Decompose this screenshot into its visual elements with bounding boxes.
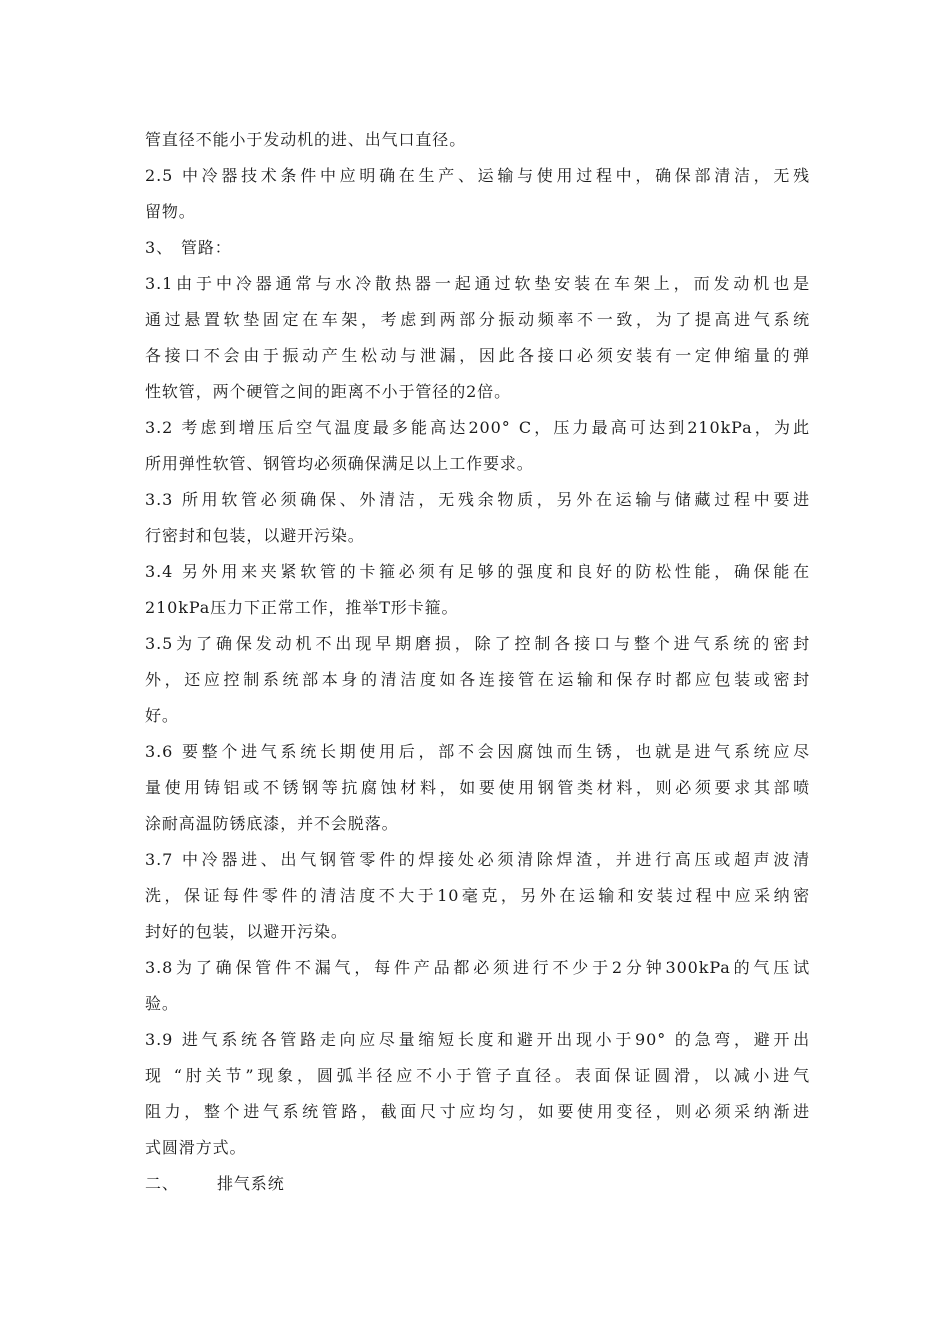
section-heading: 3、 管路： [145, 238, 232, 257]
text-line: 3.3 所用软管必须确保、外清洁，无残余物质，另外在运输与储藏过程中要进 [145, 490, 810, 509]
text-line: 洗，保证每件零件的清洁度不大于10毫克，另外在运输和安装过程中应采纳密 [145, 886, 810, 905]
chapter-number: 二、 [145, 1174, 179, 1193]
text-line: 好。 [145, 706, 179, 725]
text-line: 3.6 要整个进气系统长期使用后，部不会因腐蚀而生锈，也就是进气系统应尽 [145, 742, 810, 761]
text-line: 涂耐高温防锈底漆，并不会脱落。 [145, 814, 399, 833]
text-line: 2.5 中冷器技术条件中应明确在生产、运输与使用过程中，确保部清洁，无残 [145, 166, 810, 185]
chapter-title: 排气系统 [217, 1174, 285, 1193]
text-line: 210kPa压力下正常工作，推举T形卡箍。 [145, 598, 459, 617]
text-line: 3.7 中冷器进、出气钢管零件的焊接处必须清除焊渣，并进行高压或超声波清 [145, 850, 810, 869]
text-line: 行密封和包装，以避开污染。 [145, 526, 365, 545]
text-line: 3.2 考虑到增压后空气温度最多能高达200° C，压力最高可达到210kPa，为此 [145, 418, 810, 437]
text-line: 管直径不能小于发动机的进、出气口直径。 [145, 130, 467, 149]
text-line: 3.8为了确保管件不漏气，每件产品都必须进行不少于2分钟300kPa的气压试 [145, 958, 810, 977]
text-line: 3.4 另外用来夹紧软管的卡箍必须有足够的强度和良好的防松性能，确保能在 [145, 562, 810, 581]
text-line: 3.5为了确保发动机不出现早期磨损，除了控制各接口与整个进气系统的密封 [145, 634, 810, 653]
text-line: 现 “肘关节”现象，圆弧半径应不小于管子直径。表面保证圆滑，以减小进气 [145, 1066, 810, 1085]
text-line: 量使用铸铝或不锈钢等抗腐蚀材料，如要使用钢管类材料，则必须要求其部喷 [145, 778, 810, 797]
chapter-heading [145, 1166, 810, 1202]
text-line: 式圆滑方式。 [145, 1138, 247, 1157]
text-line: 留物。 [145, 202, 196, 221]
document-body [145, 122, 810, 1202]
text-line: 性软管，两个硬管之间的距离不小于管径的2倍。 [145, 382, 511, 401]
text-line: 所用弹性软管、钢管均必须确保满足以上工作要求。 [145, 454, 534, 473]
text-line: 3.9 进气系统各管路走向应尽量缩短长度和避开出现小于90° 的急弯，避开出 [145, 1030, 810, 1049]
text-line: 阻力，整个进气系统管路，截面尺寸应均匀，如要使用变径，则必须采纳渐进 [145, 1102, 810, 1121]
text-line: 3.1由于中冷器通常与水冷散热器一起通过软垫安装在车架上，而发动机也是 [145, 274, 810, 293]
text-line: 封好的包装，以避开污染。 [145, 922, 348, 941]
text-line: 外，还应控制系统部本身的清洁度如各连接管在运输和保存时都应包装或密封 [145, 670, 810, 689]
text-line: 通过悬置软垫固定在车架，考虑到两部分振动频率不一致，为了提高进气系统 [145, 310, 810, 329]
text-line: 各接口不会由于振动产生松动与泄漏，因此各接口必须安装有一定伸缩量的弹 [145, 346, 810, 365]
text-line: 验。 [145, 994, 179, 1013]
